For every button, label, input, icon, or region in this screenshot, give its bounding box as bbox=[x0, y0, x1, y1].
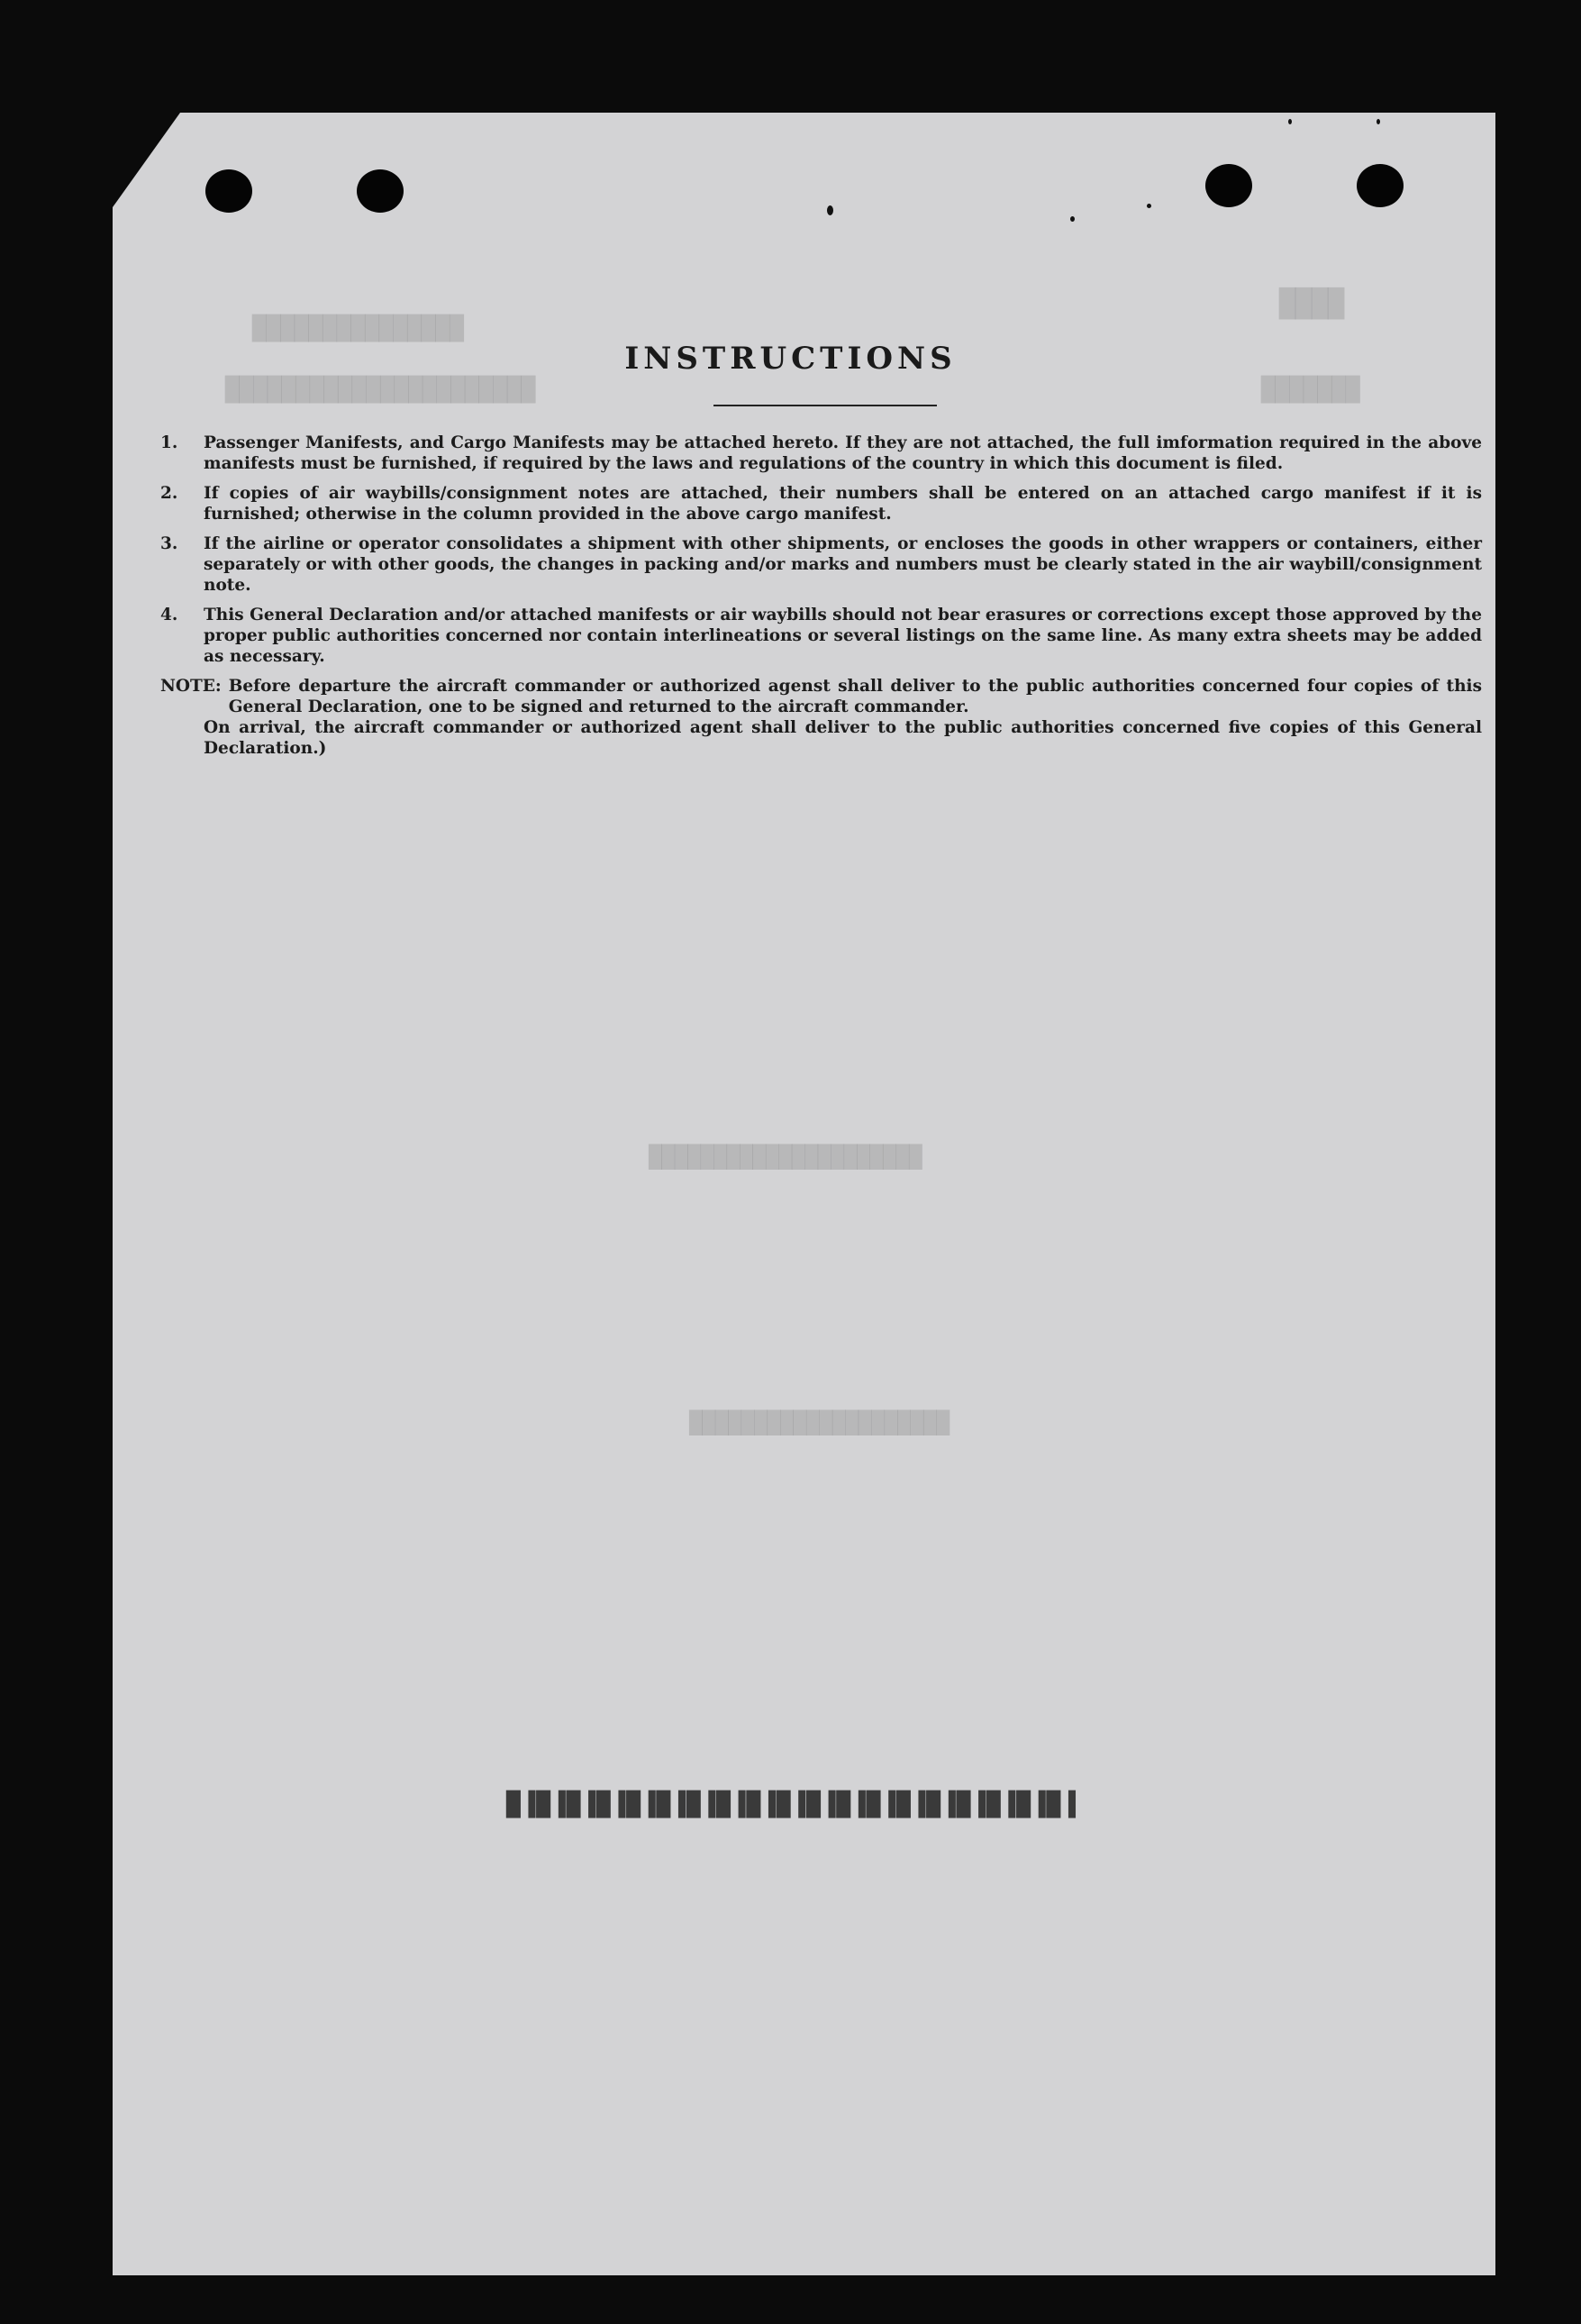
instruction-text: This General Declaration and/or attached manifests or air waybills should not bear erasures or corrections except those approved by the proper public authorities concerned nor contain interlineations or several listings on the same line. As many extra sheets may be added as necessary. bbox=[204, 606, 1482, 666]
show-through-text: ████ bbox=[1279, 288, 1345, 320]
show-through-text: █████████████████████ bbox=[649, 1144, 922, 1170]
instructions-title: INSTRUCTIONS bbox=[624, 341, 957, 377]
punch-hole bbox=[357, 169, 404, 213]
title-underline bbox=[713, 405, 937, 406]
punch-hole bbox=[1357, 164, 1404, 207]
punch-hole bbox=[1205, 164, 1252, 207]
note-label: NOTE: bbox=[160, 677, 222, 696]
instruction-number: 3. bbox=[160, 534, 178, 553]
instruction-number: 4. bbox=[160, 606, 178, 624]
instruction-number: 2. bbox=[160, 484, 178, 503]
punch-hole bbox=[205, 169, 252, 213]
note-arrival-text: On arrival, the aircraft commander or authorized agent shall deliver to the public authorities concerned five copies of this General Declaration.) bbox=[204, 718, 1482, 758]
scan-speck bbox=[1070, 216, 1075, 222]
show-through-text: ███████ bbox=[1261, 377, 1360, 404]
show-through-text: ██████████████████████ bbox=[225, 377, 536, 404]
instruction-item bbox=[160, 433, 1489, 474]
note-text: Before departure the aircraft commander or authorized agenst shall deliver to the public authorities concerned four copies of this General Declaration, one to be signed and returned to the aircraft commander. bbox=[228, 677, 1482, 716]
show-through-text: ████████████████████ bbox=[689, 1410, 950, 1435]
instruction-text: If the airline or operator consolidates a shipment with other shipments, or encloses the goods in other wrappers or containers, either separately or with other goods, the changes in packing and/or marks and numbers must be clearly stated in the air waybill/consignment note. bbox=[204, 534, 1482, 595]
scan-speck bbox=[1147, 204, 1151, 208]
instruction-item bbox=[160, 533, 1489, 596]
reverse-side-bleed: ▌█▌█▌█▌█▌█▌█▌█▌█▌█▌█▌█▌█▌█▌█▌█▌█▌█▌█▌█ bbox=[505, 1791, 1076, 1818]
instruction-number: 1. bbox=[160, 433, 178, 452]
instruction-text: Passenger Manifests, and Cargo Manifests may be attached hereto. If they are not attached, the full imformation required in the above manifests must be furnished, if required by the laws and regulations of the country in which this document is filed. bbox=[204, 433, 1482, 473]
scan-speck bbox=[1377, 119, 1380, 124]
show-through-text: ███████████████ bbox=[252, 315, 464, 342]
instruction-text: If copies of air waybills/consignment notes are attached, their numbers shall be entered on an attached cargo manifest if it is furnished; otherwise in the column provided in the above cargo manifest. bbox=[204, 484, 1482, 524]
scan-speck bbox=[827, 205, 833, 215]
instruction-item bbox=[160, 605, 1489, 667]
instructions-body bbox=[160, 433, 1489, 759]
scan-speck bbox=[1288, 119, 1292, 124]
note-block bbox=[160, 676, 1489, 717]
instruction-item bbox=[160, 483, 1489, 524]
